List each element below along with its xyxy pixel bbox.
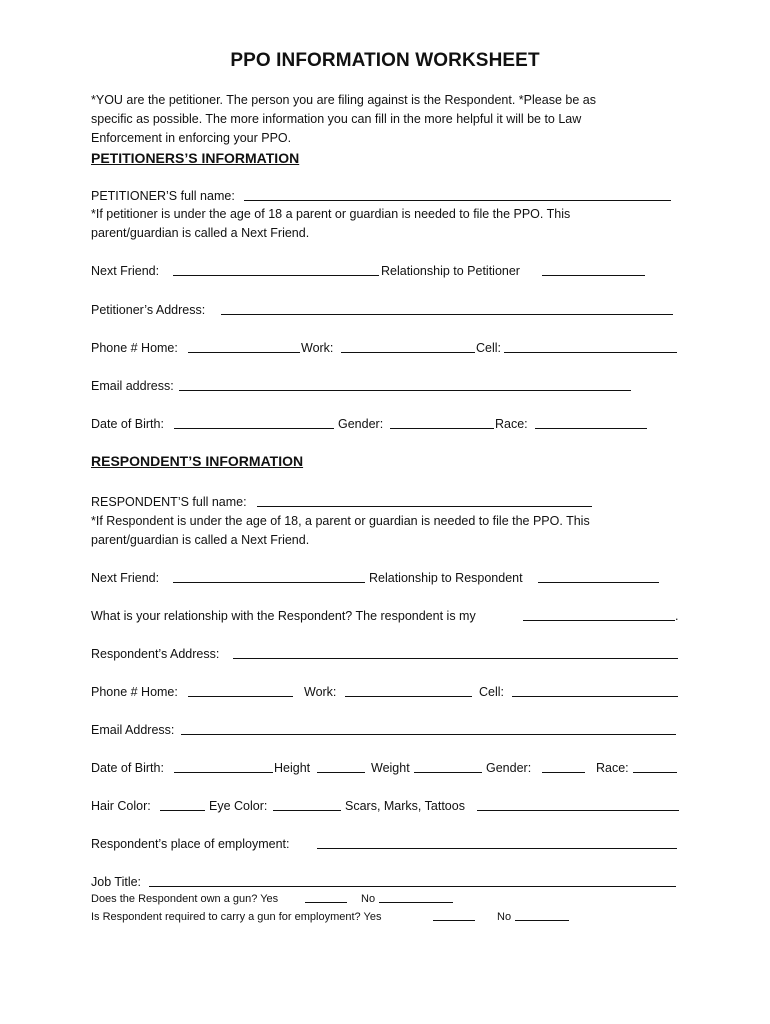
respondent-weight-label: Weight [371,761,410,775]
respondent-scars-label: Scars, Marks, Tattoos [345,799,465,813]
petitioner-address-row [91,300,681,320]
respondent-dob-field[interactable] [174,758,273,773]
respondent-full-name-row [91,492,611,512]
respondent-note-line-2: parent/guardian is called a Next Friend. [91,533,310,547]
respondent-features-row [91,796,681,816]
petitioner-work-label: Work: [301,341,334,355]
respondent-note-line-1: *If Respondent is under the age of 18, a parent or guardian is needed to file the PPO. This [91,514,590,528]
petitioner-address-label: Petitioner’s Address: [91,303,206,317]
petitioner-full-name-field[interactable] [244,186,671,201]
respondent-work-field[interactable] [345,682,472,697]
respondent-height-field[interactable] [317,758,365,773]
intro-paragraph [91,91,691,148]
petitioner-cell-label: Cell: [476,341,502,355]
petitioner-address-field[interactable] [221,300,673,315]
petitioner-relationship-label: Relationship to Petitioner [381,264,520,278]
respondent-email-field[interactable] [181,720,676,735]
carry-gun-label: Is Respondent required to carry a gun for employment? Yes [91,911,382,923]
petitioner-next-friend-row [91,261,651,281]
petitioner-cell-field[interactable] [504,338,677,353]
petitioner-heading: PETITIONERS’S INFORMATION [91,150,300,166]
respondent-eye-field[interactable] [273,796,341,811]
respondent-cell-label: Cell: [479,685,505,699]
respondent-note [91,512,691,550]
relationship-question-label: What is your relationship with the Respondent? The respondent is my [91,609,476,623]
respondent-next-friend-row [91,568,671,588]
respondent-address-row [91,644,681,664]
respondent-scars-field[interactable] [477,796,679,811]
intro-line-3: Enforcement in enforcing your PPO. [91,131,292,145]
relationship-question-field[interactable] [523,606,675,621]
petitioner-phone-row [91,338,681,358]
respondent-address-label: Respondent’s Address: [91,647,220,661]
petitioner-relationship-field[interactable] [542,261,645,276]
petitioner-email-label: Email address: [91,379,174,393]
intro-line-1: *YOU are the petitioner. The person you are filing against is the Respondent. *Please be as [91,93,596,107]
respondent-next-friend-field[interactable] [173,568,365,583]
petitioner-note-line-1: *If petitioner is under the age of 18 a parent or guardian is needed to file the PPO. This [91,207,571,221]
petitioner-next-friend-label: Next Friend: [91,264,160,278]
respondent-height-label: Height [274,761,311,775]
petitioner-email-field[interactable] [179,376,631,391]
petitioner-race-field[interactable] [535,414,647,429]
petitioner-phone-home-label: Phone # Home: [91,341,178,355]
respondent-weight-field[interactable] [414,758,482,773]
own-gun-yes-field[interactable] [305,889,347,903]
petitioner-work-field[interactable] [341,338,475,353]
petitioner-dob-field[interactable] [174,414,334,429]
respondent-email-label: Email Address: [91,723,175,737]
respondent-cell-field[interactable] [512,682,678,697]
petitioner-phone-home-field[interactable] [188,338,300,353]
respondent-phone-home-label: Phone # Home: [91,685,178,699]
respondent-hair-field[interactable] [160,796,205,811]
respondent-job-title-field[interactable] [149,872,676,887]
respondent-full-name-field[interactable] [257,492,592,507]
respondent-employment-label: Respondent’s place of employment: [91,837,290,851]
relationship-question-period: . [675,609,679,623]
petitioner-next-friend-field[interactable] [173,261,379,276]
petitioner-dob-row [91,414,661,434]
petitioner-race-label: Race: [495,417,528,431]
carry-gun-no-label: No [497,911,512,923]
own-gun-no-field[interactable] [379,889,453,903]
respondent-hair-label: Hair Color: [91,799,151,813]
respondent-physical-row [91,758,681,778]
own-gun-label: Does the Respondent own a gun? Yes [91,893,279,905]
carry-gun-yes-field[interactable] [433,907,475,921]
respondent-next-friend-label: Next Friend: [91,571,160,585]
respondent-work-label: Work: [304,685,337,699]
respondent-phone-home-field[interactable] [188,682,293,697]
respondent-job-title-label: Job Title: [91,875,142,889]
respondent-employment-field[interactable] [317,834,677,849]
petitioner-full-name-label: PETITIONER’S full name: [91,189,235,203]
respondent-race-field[interactable] [633,758,677,773]
respondent-heading: RESPONDENT’S INFORMATION [91,453,304,469]
intro-line-2: specific as possible. The more information you can fill in the more helpful it will be to Law [91,112,582,126]
respondent-full-name-label: RESPONDENT’S full name: [91,495,247,509]
respondent-phone-row [91,682,681,702]
respondent-gender-label: Gender: [486,761,532,775]
respondent-relationship-question-row [91,606,686,626]
petitioner-note [91,205,691,243]
petitioner-full-name-row [91,186,681,206]
carry-gun-no-field[interactable] [515,907,569,921]
petitioner-email-row [91,376,641,396]
respondent-employment-row [91,834,681,854]
page-title: PPO INFORMATION WORKSHEET [230,50,540,71]
respondent-dob-label: Date of Birth: [91,761,164,775]
respondent-gender-field[interactable] [542,758,585,773]
respondent-race-label: Race: [596,761,629,775]
petitioner-note-line-2: parent/guardian is called a Next Friend. [91,226,310,240]
petitioner-gender-field[interactable] [390,414,494,429]
petitioner-gender-label: Gender: [338,417,384,431]
respondent-address-field[interactable] [233,644,678,659]
respondent-email-row [91,720,681,740]
respondent-relationship-label: Relationship to Respondent [369,571,523,585]
respondent-eye-label: Eye Color: [209,799,268,813]
carry-gun-row [91,907,581,927]
petitioner-dob-label: Date of Birth: [91,417,164,431]
own-gun-no-label: No [361,893,376,905]
own-gun-row [91,889,571,909]
respondent-relationship-field[interactable] [538,568,659,583]
